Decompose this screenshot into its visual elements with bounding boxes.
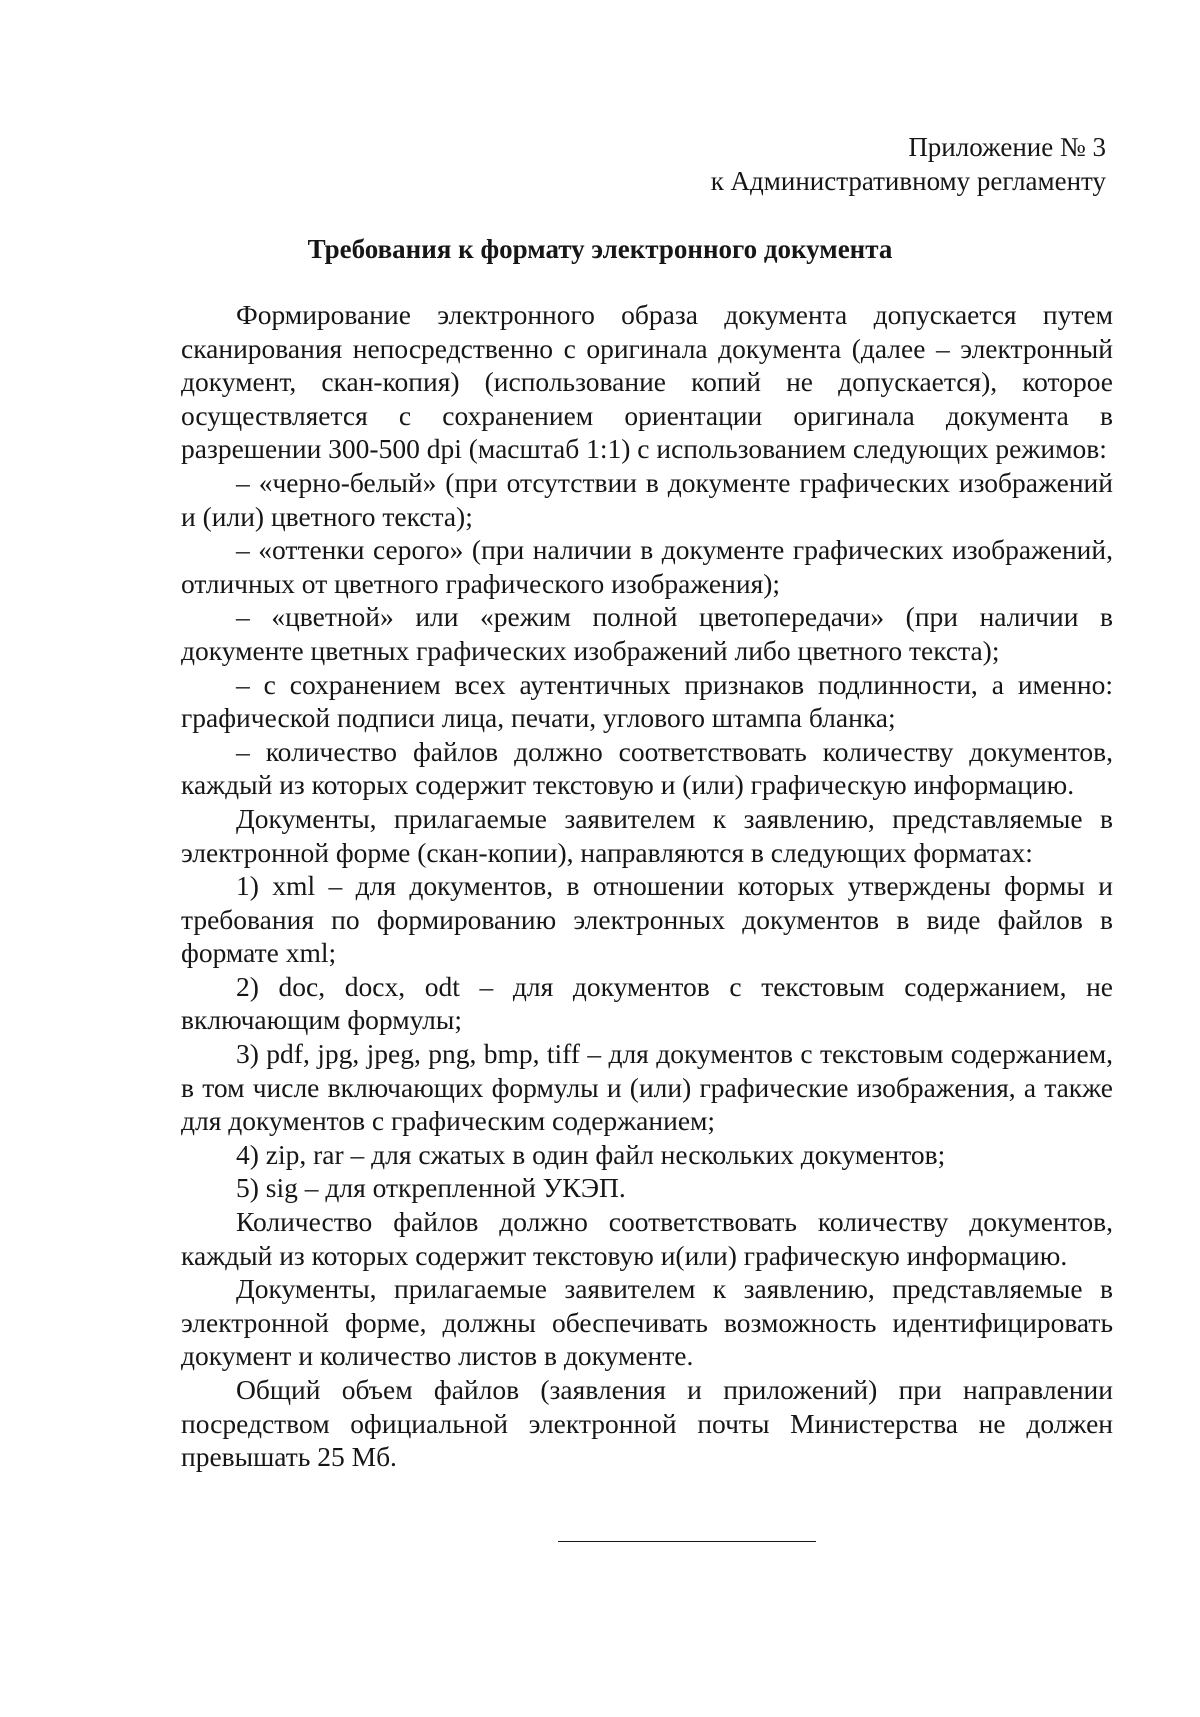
end-divider (558, 1541, 816, 1542)
appendix-reference: к Административному регламенту (710, 166, 1106, 196)
appendix-number: Приложение № 3 (908, 132, 1106, 162)
document-body (181, 298, 1113, 1474)
list-item: 4) zip, rar – для сжатых в один файл нескольких документов; (236, 1138, 946, 1170)
paragraph: Формирование электронного образа документа допускается путем сканирования непосредственно с оригинала документа (далее – электронный документ, скан-копия) (использование копий не допускается), которое осуществляется с сохранением ориентации оригинала документа в разрешении 300-500 dpi (масштаб 1:1) с использованием следующих режимов: (181, 299, 1113, 465)
paragraph: Документы, прилагаемые заявителем к заявлению, представляемые в электронной форме, должны обеспечивать возможность идентифицировать документ и количество листов в документе. (181, 1273, 1113, 1372)
paragraph: Общий объем файлов (заявления и приложений) при направлении посредством официальной электронной почты Министерства не должен превышать 25 Мб. (181, 1374, 1113, 1473)
list-item: 1) xml – для документов, в отношении которых утверждены формы и требования по формированию электронных документов в виде файлов в формате xml; (181, 870, 1113, 969)
paragraph: Количество файлов должно соответствовать количеству документов, каждый из которых содержит текстовую и(или) графическую информацию. (181, 1206, 1113, 1271)
list-item: 2) doc, docx, odt – для документов с текстовым содержанием, не включающим формулы; (181, 970, 1113, 1036)
list-item: – «цветной» или «режим полной цветопередачи» (при наличии в документе цветных графических изображений либо цветного текста); (181, 601, 1113, 666)
document-title: Требования к формату электронного документа (307, 234, 893, 264)
list-item: – с сохранением всех аутентичных признаков подлинности, а именно: графической подписи лица, печати, углового штампа бланка; (181, 668, 1113, 734)
list-item: 3) pdf, jpg, jpeg, png, bmp, tiff – для документов с текстовым содержанием, в том числе включающих формулы и (или) графические изображения, а также для документов с графическим содержанием; (181, 1038, 1113, 1137)
list-item: – «оттенки серого» (при наличии в документе графических изображений, отличных от цветного графического изображения); (181, 534, 1113, 599)
list-item: – «черно-белый» (при отсутствии в документе графических изображений и (или) цветного текста); (181, 466, 1113, 532)
appendix-header (711, 130, 1106, 198)
list-item: – количество файлов должно соответствовать количеству документов, каждый из которых содержит текстовую и (или) графическую информацию. (181, 735, 1113, 801)
paragraph: Документы, прилагаемые заявителем к заявлению, представляемые в электронной форме (скан-копии), направляются в следующих форматах: (181, 802, 1113, 868)
list-item: 5) sig – для открепленной УКЭП. (236, 1172, 626, 1204)
